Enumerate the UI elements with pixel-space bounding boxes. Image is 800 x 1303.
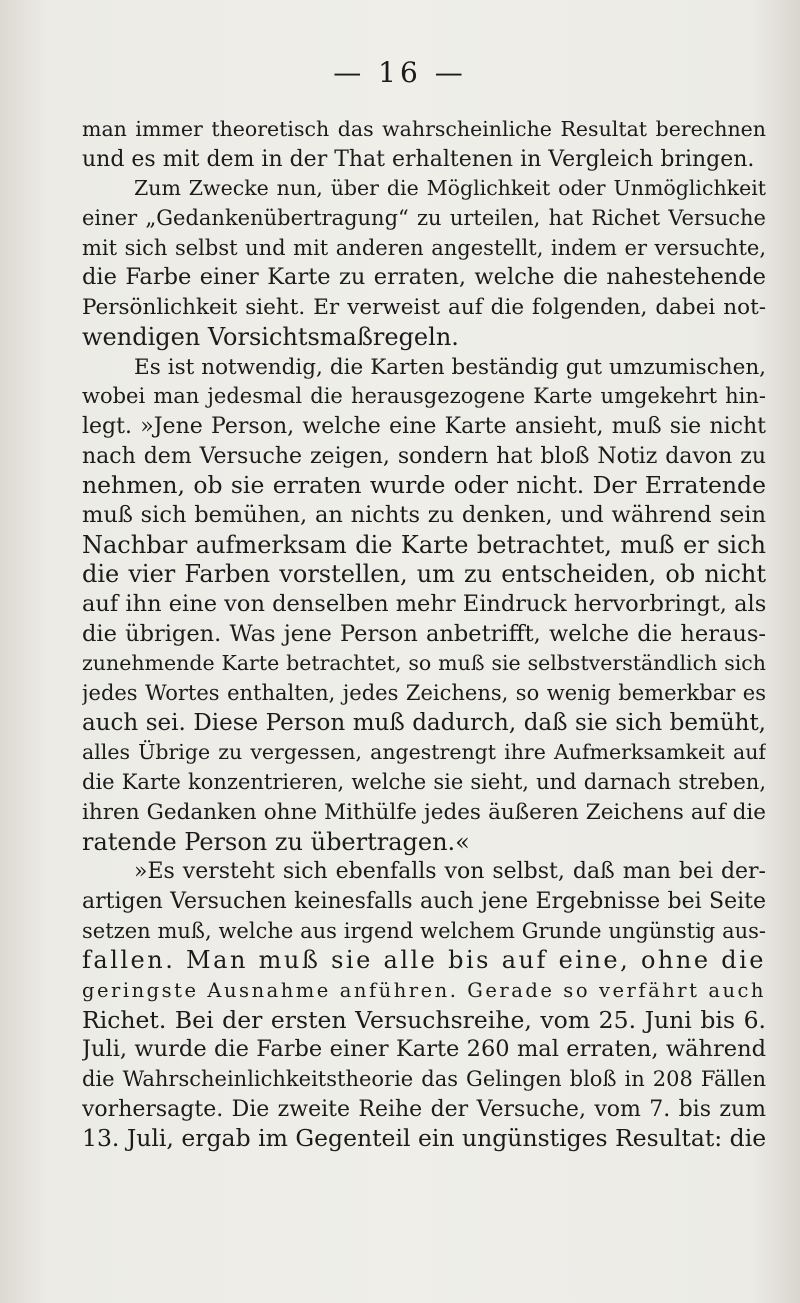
body-text bbox=[82, 115, 766, 1154]
text-line: nehmen, ob sie erraten wurde oder nicht. Der Erratende bbox=[82, 471, 766, 500]
text-line: die vier Farben vorstellen, um zu entscheiden, ob nicht bbox=[82, 560, 766, 589]
text-line: wobei man jedesmal die herausgezogene Karte umgekehrt hin- bbox=[82, 384, 766, 409]
text-line: einer „Gedankenübertragung“ zu urteilen, hat Richet Versuche bbox=[82, 206, 766, 231]
text-line: jedes Wortes enthalten, jedes Zeichens, so wenig bemerkbar es bbox=[82, 681, 766, 706]
text-line: man immer theoretisch das wahrscheinliche Resultat berechnen bbox=[82, 117, 766, 141]
text-line: vorhersagte. Die zweite Reihe der Versuche, vom 7. bis zum bbox=[82, 1096, 766, 1122]
text-line: die Karte konzentrieren, welche sie sieht, und darnach streben, bbox=[82, 770, 766, 795]
text-line: fallen. Man muß sie alle bis auf eine, ohne die bbox=[82, 946, 766, 975]
text-line: artigen Versuchen keinesfalls auch jene Ergebnisse bei Seite bbox=[82, 888, 766, 914]
text-line: muß sich bemühen, an nichts zu denken, und während sein bbox=[82, 501, 766, 528]
text-line: mit sich selbst und mit anderen angestellt, indem er versuchte, bbox=[82, 235, 766, 260]
text-line: Zum Zwecke nun, über die Möglichkeit oder Unmöglichkeit bbox=[134, 176, 766, 201]
text-line: die Farbe einer Karte zu erraten, welche die nahestehende bbox=[82, 264, 766, 291]
text-line: Es ist notwendig, die Karten beständig gut umzumischen, bbox=[134, 354, 766, 380]
text-line: Richet. Bei der ersten Versuchsreihe, vom 25. Juni bis 6. bbox=[82, 1005, 766, 1034]
text-line: Persönlichkeit sieht. Er verweist auf die folgenden, dabei not- bbox=[82, 295, 766, 321]
text-line: zunehmende Karte betrachtet, so muß sie selbstverständlich sich bbox=[82, 651, 766, 676]
text-line: setzen muß, welche aus irgend welchem Grunde ungünstig aus- bbox=[82, 918, 766, 943]
text-line: die übrigen. Was jene Person anbetrifft, welche die heraus- bbox=[82, 620, 766, 647]
text-line: 13. Juli, ergab im Gegenteil ein ungünstiges Resultat: die bbox=[82, 1124, 766, 1153]
text-line: und es mit dem in der That erhaltenen in Vergleich bringen. bbox=[82, 146, 755, 172]
text-line: auf ihn eine von denselben mehr Eindruck hervorbringt, als bbox=[82, 591, 766, 617]
text-line: »Es versteht sich ebenfalls von selbst, daß man bei der- bbox=[134, 859, 766, 885]
text-line: ratende Person zu übertragen.« bbox=[82, 827, 470, 856]
text-line: auch sei. Diese Person muß dadurch, daß sie sich bemüht, bbox=[82, 709, 766, 736]
text-line: die Wahrscheinlichkeitstheorie das Gelingen bloß in 208 Fällen bbox=[82, 1067, 766, 1091]
text-line: Juli, wurde die Farbe einer Karte 260 mal erraten, während bbox=[82, 1036, 766, 1063]
text-line: ihren Gedanken ohne Mithülfe jedes äußeren Zeichens auf die bbox=[82, 799, 766, 825]
text-line: nach dem Versuche zeigen, sondern hat bloß Notiz davon zu bbox=[82, 443, 766, 469]
text-line: legt. »Jene Person, welche eine Karte ansieht, muß sie nicht bbox=[82, 413, 766, 439]
page-number: — 16 — bbox=[333, 56, 467, 89]
text-line: alles Übrige zu vergessen, angestrengt ihre Aufmerksamkeit auf bbox=[82, 740, 766, 765]
text-line: Nachbar aufmerksam die Karte betrachtet, muß er sich bbox=[82, 530, 766, 559]
text-line: wendigen Vorsichtsmaßregeln. bbox=[82, 322, 459, 351]
text-line: geringste Ausnahme anführen. Gerade so verfährt auch bbox=[82, 978, 766, 1002]
